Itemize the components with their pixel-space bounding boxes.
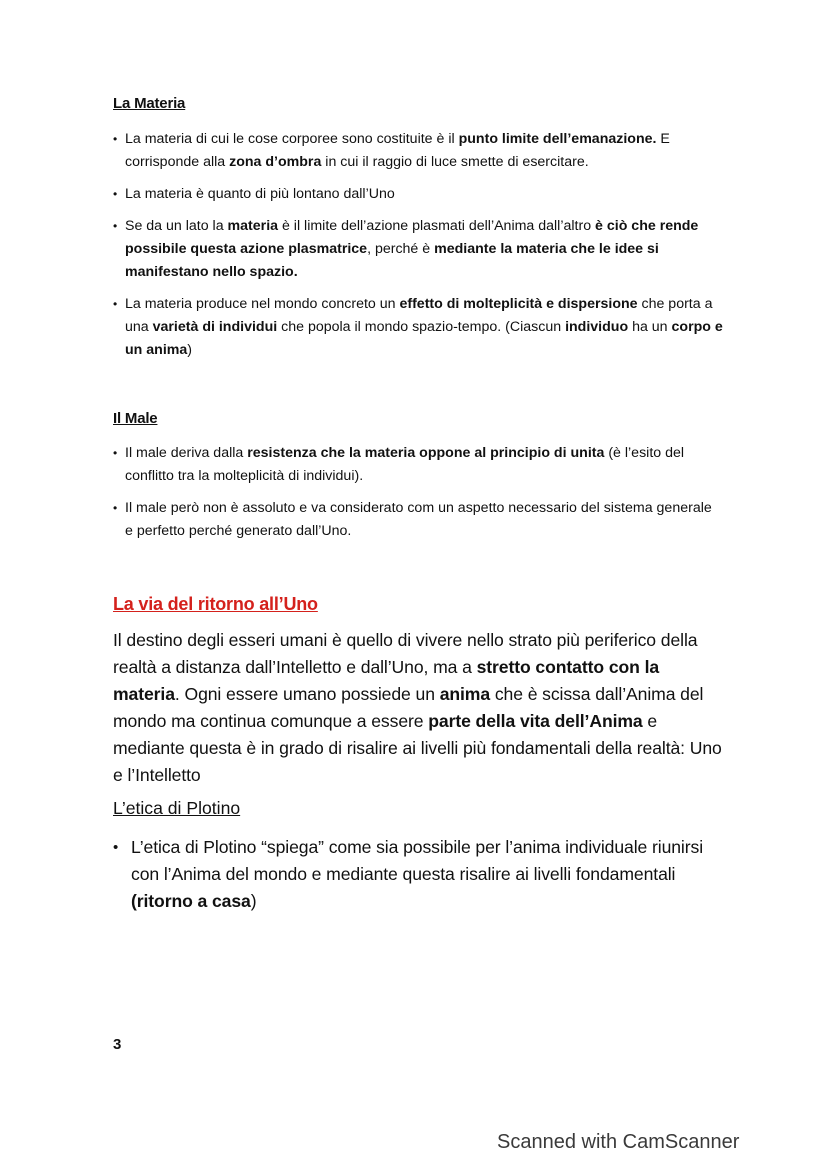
heading-via-ritorno: La via del ritorno all’Uno — [113, 594, 318, 614]
list-il-male — [113, 442, 723, 552]
heading-il-male: Il Male — [113, 410, 158, 427]
camscanner-watermark: Scanned with CamScanner — [497, 1131, 740, 1153]
list-la-materia — [113, 128, 723, 371]
list-item: • La materia produce nel mondo concreto un effetto di molteplicità e dispersione che porta a una varietà di individui che popola il mondo spazio-tempo. (Ciascun individuo ha un corpo e un anima) — [113, 293, 723, 362]
list-item: • Il male però non è assoluto e va considerato com un aspetto necessario del sistema generale e perfetto perché generato dall’Uno. — [113, 497, 723, 543]
list-item: • Se da un lato la materia è il limite dell’azione plasmati dell’Anima dall’altro è ciò che rende possibile questa azione plasmatrice, perché è mediante la materia che le idee si manifestano nello spazio. — [113, 215, 723, 284]
list-item: • La materia di cui le cose corporee sono costituite è il punto limite dell’emanazione. E corrisponde alla zona d’ombra in cui il raggio di luce smette di esercitare. — [113, 128, 723, 174]
page-number: 3 — [113, 1036, 122, 1053]
heading-etica-plotino: L’etica di Plotino — [113, 798, 241, 818]
list-item: • Il male deriva dalla resistenza che la materia oppone al principio di unita (è l’esito del conflitto tra la molteplicità di individui). — [113, 442, 723, 488]
heading-la-materia: La Materia — [113, 95, 186, 112]
paragraph-destino: Il destino degli esseri umani è quello di vivere nello strato più periferico della realtà a distanza dall’Intelletto e dall’Uno, ma a stretto contatto con la materia. Ogni essere umano possiede un anima che è scissa dall’Anima del mondo ma continua comunque a essere parte della vita dell’Anima e mediante questa è in grado di risalire ai livelli più fondamentali della realtà: Uno e l’Intelletto — [113, 630, 722, 785]
list-etica — [113, 834, 723, 915]
list-item: • La materia è quanto di più lontano dall’Uno — [113, 183, 723, 206]
list-item: • L’etica di Plotino “spiega” come sia possibile per l’anima individuale riunirsi con l’Anima del mondo e mediante questa risalire ai livelli fondamentali (ritorno a casa) — [113, 834, 723, 915]
